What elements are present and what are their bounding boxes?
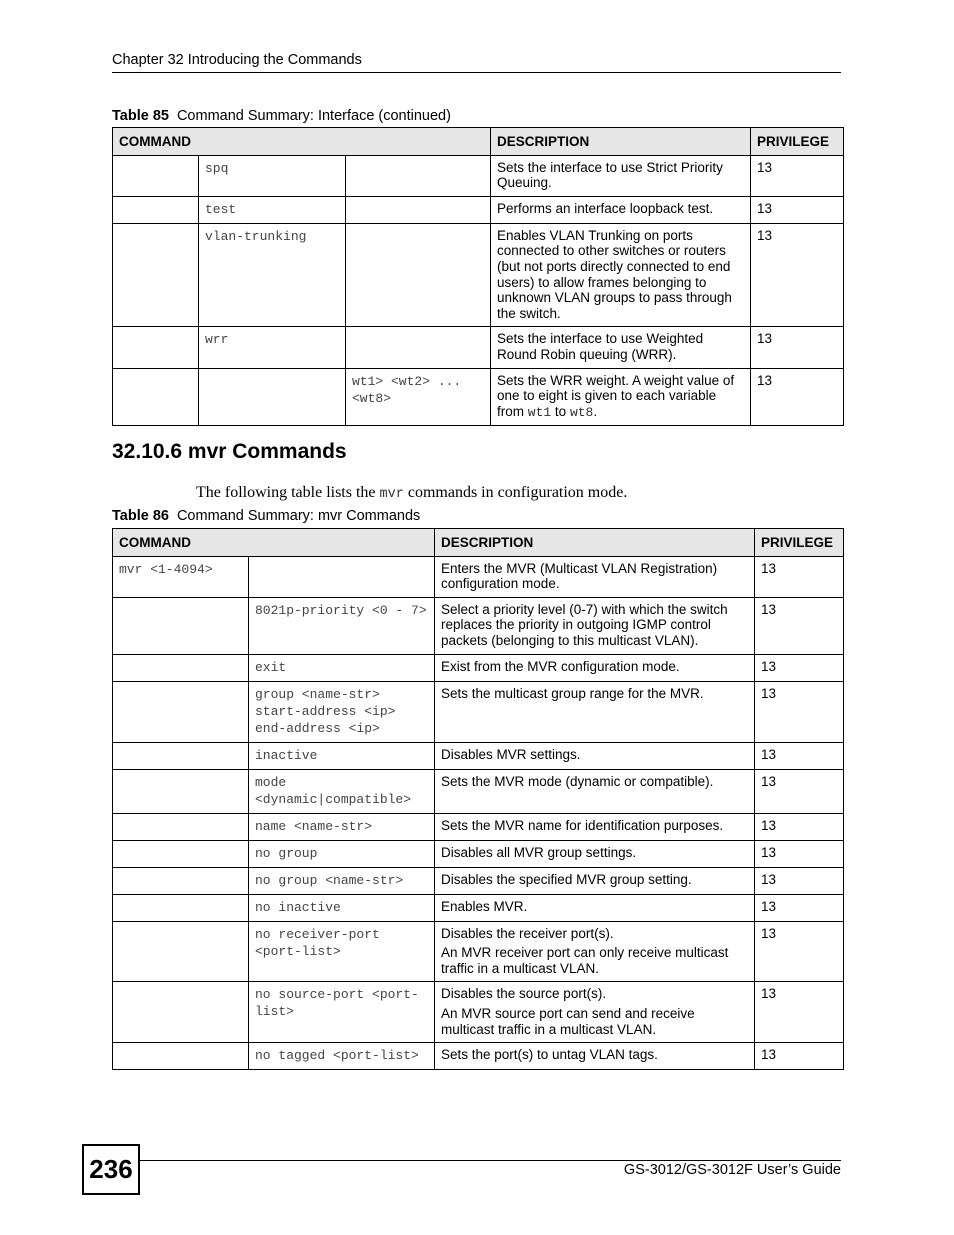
table85: [112, 127, 844, 426]
description-cell: [435, 742, 755, 769]
command-cell: [113, 921, 249, 982]
description-paragraph: Sets the MVR name for identification purposes.: [441, 817, 724, 833]
privilege-cell: 13: [751, 196, 844, 223]
argument-cell: [346, 196, 491, 223]
privilege-cell: 13: [755, 840, 844, 867]
description-paragraph: Enables MVR.: [441, 898, 528, 914]
description-cell: [435, 840, 755, 867]
table-row: [113, 654, 844, 681]
description-text: .: [593, 403, 598, 419]
privilege-cell: 13: [751, 155, 844, 196]
description-paragraph: Select a priority level (0-7) with which the switch replaces the priority in outgoing IGMP control packets (belonging to this multicast VLAN).: [441, 601, 728, 648]
description-paragraph: Sets the port(s) to untag VLAN tags.: [441, 1047, 658, 1063]
table-row: [113, 742, 844, 769]
subcommand-cell: group <name-str> start-address <ip> end-address <ip>: [249, 681, 435, 742]
command-cell: [113, 368, 199, 426]
table-row: [113, 155, 844, 196]
subcommand-cell: exit: [249, 654, 435, 681]
table-row: [113, 556, 844, 597]
table-row: [113, 1043, 844, 1070]
argument-cell: [346, 327, 491, 368]
table86-caption: [112, 508, 420, 524]
table85-header-description: DESCRIPTION: [491, 128, 751, 156]
page-number: 236: [82, 1144, 140, 1195]
table86-header-row: [113, 529, 844, 557]
description-cell: Sets the interface to use Weighted Round Robin queuing (WRR).: [491, 327, 751, 368]
command-cell: [113, 769, 249, 813]
table86-header-privilege: PRIVILEGE: [755, 529, 844, 557]
table86-header-command: COMMAND: [113, 529, 435, 557]
subcommand-cell: no tagged <port-list>: [249, 1043, 435, 1070]
table-row: [113, 597, 844, 654]
description-text: Sets the WRR weight. A weight value of one to eight is given to each variable from: [497, 372, 735, 419]
subcommand-cell: no group <name-str>: [249, 867, 435, 894]
subcommand-cell: [199, 368, 346, 426]
privilege-cell: 13: [751, 223, 844, 327]
argument-cell: [346, 155, 491, 196]
description-cell: [435, 982, 755, 1043]
description-cell: [435, 769, 755, 813]
description-paragraph: Exist from the MVR configuration mode.: [441, 658, 680, 674]
privilege-cell: 13: [751, 327, 844, 368]
description-paragraph: Disables all MVR group settings.: [441, 844, 637, 860]
privilege-cell: 13: [755, 867, 844, 894]
description-cell: Sets the interface to use Strict Priority Queuing.: [491, 155, 751, 196]
description-paragraph: Sets the MVR mode (dynamic or compatible).: [441, 773, 714, 789]
table86-header-description: DESCRIPTION: [435, 529, 755, 557]
table-row: [113, 223, 844, 327]
description-cell: [435, 597, 755, 654]
description-paragraph: An MVR receiver port can only receive multicast traffic in a multicast VLAN.: [441, 945, 729, 976]
table-row: [113, 681, 844, 742]
description-paragraph: Sets the multicast group range for the MVR.: [441, 685, 704, 701]
description-paragraph: Disables the source port(s).: [441, 986, 607, 1002]
table85-title: Command Summary: Interface (continued): [176, 108, 451, 124]
description-paragraph: Disables the specified MVR group setting.: [441, 871, 692, 887]
table-row: [113, 196, 844, 223]
subcommand-cell: name <name-str>: [249, 813, 435, 840]
description-cell: Performs an interface loopback test.: [491, 196, 751, 223]
command-cell: [113, 597, 249, 654]
description-cell: [435, 867, 755, 894]
subcommand-cell: no inactive: [249, 894, 435, 921]
command-cell: [113, 1043, 249, 1070]
argument-cell: [346, 223, 491, 327]
table-row: [113, 921, 844, 982]
header-rule: [112, 72, 841, 73]
description-paragraph: Enters the MVR (Multicast VLAN Registration) configuration mode.: [441, 560, 718, 592]
description-cell: [435, 813, 755, 840]
command-cell: [113, 223, 199, 327]
subcommand-cell: spq: [199, 155, 346, 196]
description-cell: Enables VLAN Trunking on ports connected to other switches or routers (but not ports directly connected to end users) to allow frames belonging to unknown VLAN groups to pass through the switch.: [491, 223, 751, 327]
privilege-cell: 13: [751, 368, 844, 426]
description-cell: [435, 921, 755, 982]
command-cell: [113, 742, 249, 769]
subcommand-cell: mode <dynamic|compatible>: [249, 769, 435, 813]
subcommand-cell: vlan-trunking: [199, 223, 346, 327]
privilege-cell: 13: [755, 921, 844, 982]
description-cell: [491, 368, 751, 426]
table86-title: Command Summary: mvr Commands: [176, 508, 421, 524]
subcommand-cell: 8021p-priority <0 - 7>: [249, 597, 435, 654]
subcommand-cell: test: [199, 196, 346, 223]
privilege-cell: 13: [755, 982, 844, 1043]
privilege-cell: 13: [755, 1043, 844, 1070]
table-row: [113, 894, 844, 921]
command-cell: mvr <1-4094>: [113, 556, 249, 597]
command-cell: [113, 327, 199, 368]
command-cell: [113, 840, 249, 867]
command-cell: [113, 155, 199, 196]
section-title: 32.10.6 mvr Commands: [112, 440, 347, 463]
subcommand-cell: no group: [249, 840, 435, 867]
intro-text-end: commands in configuration mode.: [403, 484, 628, 501]
table86: [112, 528, 844, 1070]
command-cell: [113, 681, 249, 742]
privilege-cell: 13: [755, 654, 844, 681]
subcommand-cell: no receiver-port <port-list>: [249, 921, 435, 982]
argument-cell: wt1> <wt2> ... <wt8>: [346, 368, 491, 426]
table86-label: Table 86: [112, 508, 169, 524]
privilege-cell: 13: [755, 742, 844, 769]
table-row: [113, 840, 844, 867]
privilege-cell: 13: [755, 894, 844, 921]
privilege-cell: 13: [755, 813, 844, 840]
command-cell: [113, 982, 249, 1043]
command-cell: [113, 813, 249, 840]
command-cell: [113, 894, 249, 921]
inline-code: wt1: [527, 404, 552, 420]
table-row: [113, 327, 844, 368]
description-paragraph: An MVR source port can send and receive multicast traffic in a multicast VLAN.: [441, 1005, 695, 1037]
table-row: [113, 368, 844, 426]
footer-rule: [140, 1160, 841, 1161]
description-cell: [435, 654, 755, 681]
privilege-cell: 13: [755, 681, 844, 742]
table85-header-row: [113, 128, 844, 156]
table85-header-command: COMMAND: [113, 128, 491, 156]
guide-title: GS-3012/GS-3012F User’s Guide: [623, 1162, 841, 1178]
table-row: [113, 982, 844, 1043]
description-paragraph: Disables MVR settings.: [441, 746, 581, 762]
command-cell: [113, 654, 249, 681]
table-row: [113, 813, 844, 840]
subcommand-cell: [249, 556, 435, 597]
subcommand-cell: wrr: [199, 327, 346, 368]
section-intro: [196, 484, 627, 502]
intro-code: mvr: [379, 487, 404, 502]
table-row: [113, 769, 844, 813]
inline-code: wt8: [569, 404, 594, 420]
privilege-cell: 13: [755, 597, 844, 654]
table85-caption: [112, 108, 451, 124]
description-cell: [435, 1043, 755, 1070]
command-cell: [113, 196, 199, 223]
table85-header-privilege: PRIVILEGE: [751, 128, 844, 156]
privilege-cell: 13: [755, 769, 844, 813]
chapter-header: Chapter 32 Introducing the Commands: [112, 52, 362, 68]
table85-label: Table 85: [112, 108, 169, 124]
table-row: [113, 867, 844, 894]
description-cell: [435, 556, 755, 597]
subcommand-cell: no source-port <port-list>: [249, 982, 435, 1043]
command-cell: [113, 867, 249, 894]
description-cell: [435, 894, 755, 921]
privilege-cell: 13: [755, 556, 844, 597]
subcommand-cell: inactive: [249, 742, 435, 769]
description-cell: [435, 681, 755, 742]
intro-text: The following table lists the: [196, 484, 380, 501]
description-paragraph: Disables the receiver port(s).: [441, 925, 614, 941]
description-text: to: [551, 403, 570, 419]
